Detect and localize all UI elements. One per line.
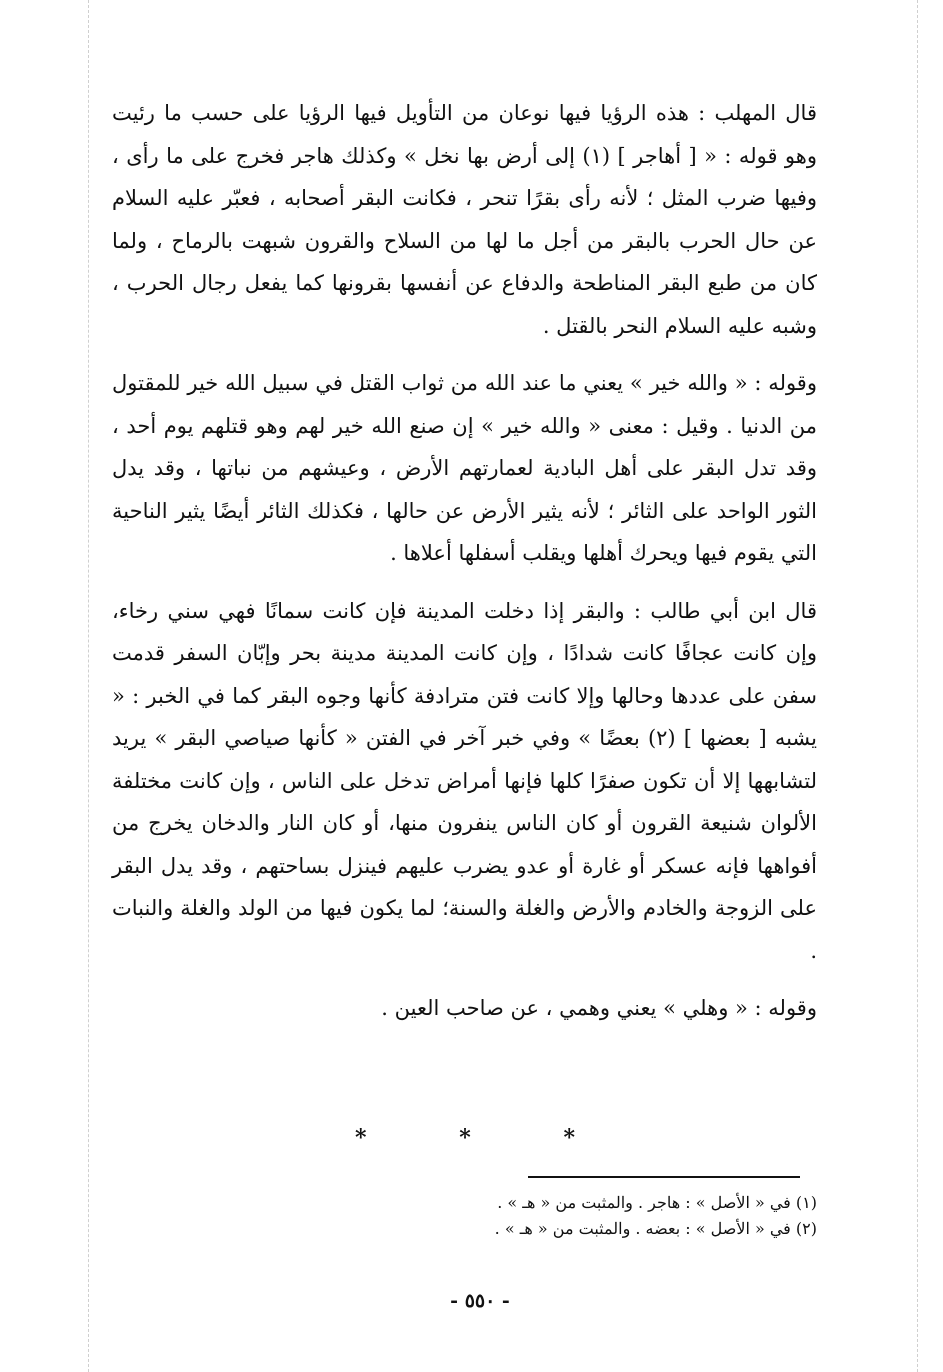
paragraph-2: وقوله : « والله خير » يعني ما عند الله من ثواب القتل في سبيل الله خير للمقتول من الدنيا . وقيل : معنى « والله خير » إن صنع الله خير لهم وهو قتلهم يوم أحد ، وقد تدل البقر على أهل البادية لعمارتهم الأرض ، وعيشهم من نباتها ، وقد يدل الثور الواحد على الثائر ؛ لأنه يثير الأرض عن حالها ، فكذلك الثائر أيضًا يثير الناحية التي يقوم فيها ويحرك أهلها ويقلب أسفلها أعلاها . (112, 371, 817, 565)
footnote-rule (528, 1176, 800, 1178)
paragraph-3: قال ابن أبي طالب : والبقر إذا دخلت المدينة فإن كانت سمانًا فهي سني رخاء، وإن كانت عجافًا كانت شدادًا ، وإن كانت المدينة مدينة بحر وإبّان السفر قدمت سفن على عددها وحالها وإلا كانت فتن مترادفة كأنها وجوه البقر كما في الخبر : « يشبه [ بعضها ] (٢) بعضًا » وفي خبر آخر في الفتن « كأنها صياصي البقر » يريد لتشابهها إلا أن تكون صفرًا كلها فإنها أمراض تدخل على الناس ، وإن كانت مختلفة الألوان شنيعة القرون أو كان الناس ينفرون منها، أو كان النار والدخان يخرج من أفواهها فإنه عسكر أو غارة أو عدو يضرب عليهم فينزل بساحتهم ، وقد يدل البقر على الزوجة والخادم والأرض والغلة والسنة؛ لما يكون فيها من الولد والغلة والنبات . (112, 598, 817, 963)
paragraph-1: قال المهلب : هذه الرؤيا فيها نوعان من التأويل فيها الرؤيا على حسب ما رئيت وهو قوله : « [ أهاجر ] (١) إلى أرض بها نخل » وكذلك هاجر فخرج على ما رأى ، وفيها ضرب المثل ؛ لأنه رأى بقرًا تنحر ، فكانت البقر أصحابه ، فعبّر عليه السلام عن حال الحرب بالبقر من أجل ما لها من السلاح والقرون شبهت بالرماح ، ولما كان من طبع البقر المناطحة والدفاع عن أنفسها بقرونها كما يفعل رجال الحرب ، وشبه عليه السلام النحر بالقتل . (112, 101, 817, 338)
section-separator (355, 1125, 575, 1151)
footnotes (112, 1190, 817, 1242)
footnote-2: (٢) في « الأصل » : بعضه . والمثبت من « هـ » . (494, 1219, 817, 1238)
separator-star: * (459, 1125, 471, 1151)
separator-star: * (563, 1125, 575, 1151)
page-number: - ٥٥٠ - (450, 1290, 510, 1312)
main-text (112, 92, 817, 1030)
footnote-1: (١) في « الأصل » : هاجر . والمثبت من « هـ » . (497, 1193, 817, 1212)
paragraph-4: وقوله : « وهلي » يعني وهمي ، عن صاحب العين . (381, 996, 817, 1020)
page-edge-left (88, 0, 89, 1372)
separator-star: * (355, 1125, 367, 1151)
page-edge-right (917, 0, 918, 1372)
